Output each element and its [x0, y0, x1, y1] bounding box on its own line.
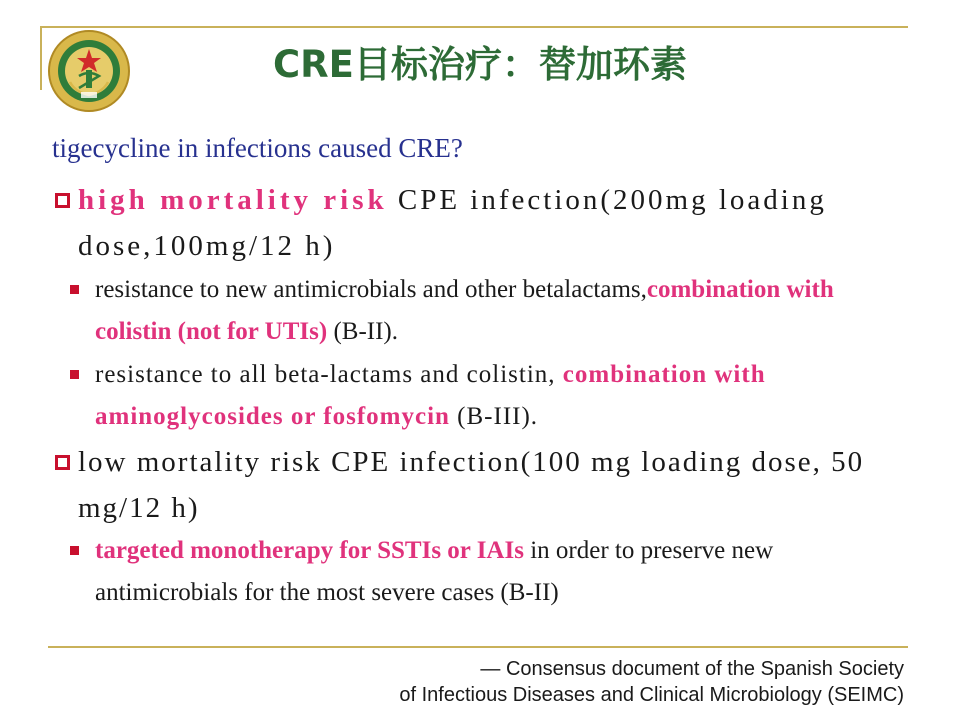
- subitem-highlight: combination with aminoglycosides or fosfomycin: [95, 361, 766, 430]
- lead-question: tigecycline in infections caused CRE?: [52, 133, 463, 163]
- left-divider: [40, 26, 42, 90]
- subitem-text: in order to preserve new antimicrobials for the most severe cases (B-II): [95, 537, 774, 606]
- subitem-text: resistance to all beta-lactams and colistin,: [95, 361, 563, 388]
- hospital-emblem-icon: [48, 30, 130, 112]
- item-text: low mortality risk CPE infection(100 mg loading dose, 50 mg/12 h): [78, 446, 865, 524]
- subitem-text: (B-II).: [327, 318, 398, 345]
- solid-square-bullet-icon: [70, 546, 79, 555]
- list-item: [95, 269, 907, 353]
- list-item: [78, 177, 910, 269]
- solid-square-bullet-icon: [70, 285, 79, 294]
- hollow-square-bullet-icon: [55, 455, 70, 470]
- item-text: CPE infection(200mg loading dose,100mg/12 h): [78, 184, 827, 262]
- item-highlight: high mortality risk: [78, 184, 388, 216]
- subitem-text: resistance to new antimicrobials and other betalactams,: [95, 276, 647, 303]
- bottom-divider: [48, 646, 908, 648]
- reference-line: of Infectious Diseases and Clinical Microbiology (SEIMC): [399, 684, 904, 706]
- top-divider: [40, 26, 908, 28]
- reference-line: — Consensus document of the Spanish Society: [480, 658, 904, 680]
- list-item: [78, 439, 910, 531]
- subitem-highlight: combination with colistin (not for UTIs): [95, 276, 834, 345]
- subitem-highlight: targeted monotherapy for SSTIs or IAIs: [95, 537, 524, 564]
- list-item: [95, 530, 910, 614]
- subitem-text: (B-III).: [449, 403, 539, 430]
- solid-square-bullet-icon: [70, 370, 79, 379]
- list-item: [95, 354, 907, 438]
- hollow-square-bullet-icon: [55, 193, 70, 208]
- slide-title: CRE目标治疗：替加环素: [273, 43, 687, 86]
